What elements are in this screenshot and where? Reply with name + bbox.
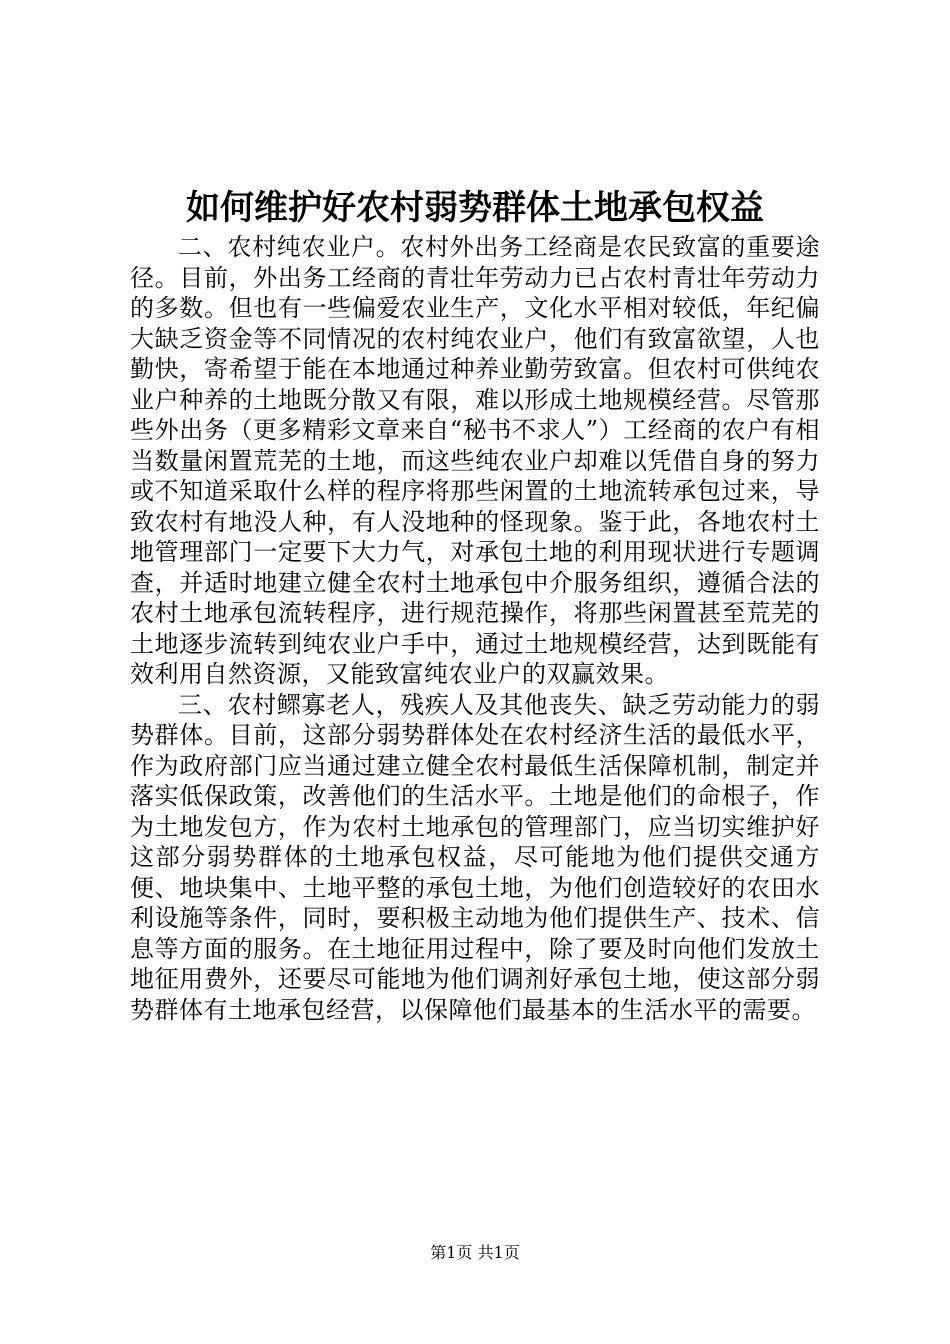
document-body bbox=[130, 232, 820, 1025]
paragraph-rural-farm-households: 二、农村纯农业户。农村外出务工经商是农民致富的重要途径。目前，外出务工经商的青壮年劳动力已占农村青壮年劳动力的多数。但也有一些偏爱农业生产，文化水平相对较低，年纪偏大缺乏资金等不同情况的农村纯农业户，他们有致富欲望，人也勤快，寄希望于能在本地通过种养业勤劳致富。但农村可供纯农业户种养的土地既分散又有限，难以形成土地规模经营。尽管那些外出务（更多精彩文章来自“秘书不求人”）工经商的农户有相当数量闲置荒芜的土地，而这些纯农业户却难以凭借自身的努力或不知道采取什么样的程序将那些闲置的土地流转承包过来，导致农村有地没人种，有人没地种的怪现象。鉴于此，各地农村土地管理部门一定要下大力气，对承包土地的利用现状进行专题调查，并适时地建立健全农村土地承包中介服务组织，遵循合法的农村土地承包流转程序，进行规范操作，将那些闲置甚至荒芜的土地逐步流转到纯农业户手中，通过土地规模经营，达到既能有效利用自然资源，又能致富纯农业户的双赢效果。 bbox=[130, 233, 820, 688]
document-title: 如何维护好农村弱势群体土地承包权益 bbox=[186, 188, 764, 228]
paragraph-vulnerable-groups: 三、农村鳏寡老人，残疾人及其他丧失、缺乏劳动能力的弱势群体。目前，这部分弱势群体处在农村经济生活的最低水平，作为政府部门应当通过建立健全农村最低生活保障机制，制定并落实低保政策，改善他们的生活水平。土地是他们的命根子，作为土地发包方，作为农村土地承包的管理部门，应当切实维护好这部分弱势群体的土地承包权益，尽可能地为他们提供交通方便、地块集中、土地平整的承包土地，为他们创造较好的农田水利设施等条件，同时，要积极主动地为他们提供生产、技术、信息等方面的服务。在土地征用过程中，除了要及时向他们发放土地征用费外，还要尽可能地为他们调剂好承包土地，使这部分弱势群体有土地承包经营，以保障他们最基本的生活水平的需要。 bbox=[130, 690, 820, 1024]
page-number-footer: 第1页 共1页 bbox=[430, 1243, 520, 1262]
